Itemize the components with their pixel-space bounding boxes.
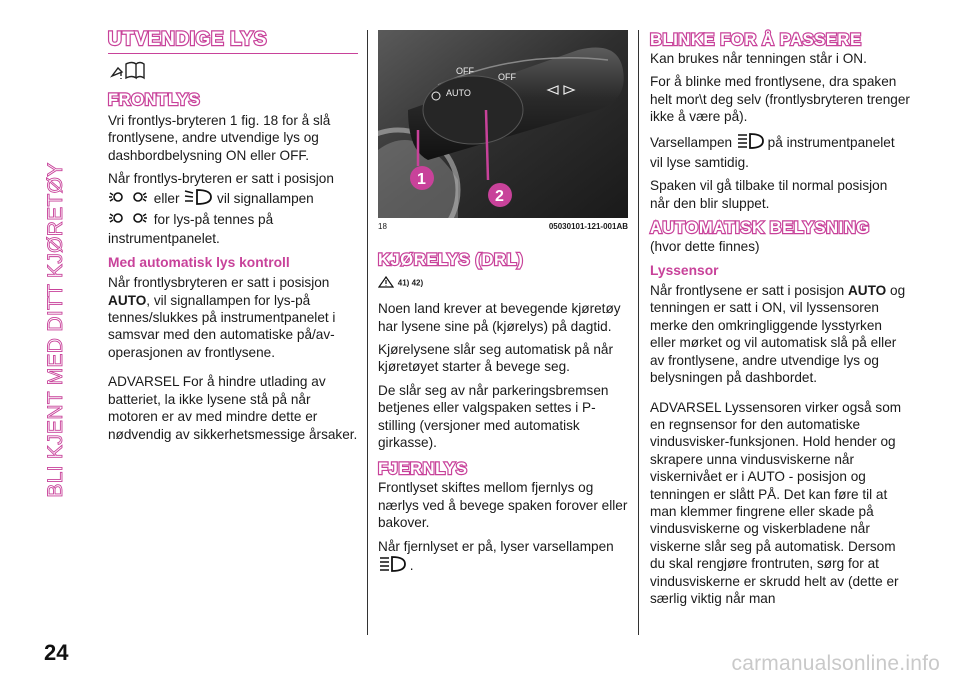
- column-1: [108, 30, 358, 449]
- page-number: 24: [44, 640, 69, 665]
- callout-2: 2: [495, 188, 504, 205]
- warning-paragraph: ADVARSEL Lyssensoren virker også som en regnsensor for den automatiske vindusvisker-funksjonen. Hold hender og skrapere unna vindusviskerne når viskernivået er i AUTO - posisjon og tenningen er slått PÅ. Det kan føre til at man klemmer fingrene eller skade på vindusviskerne og viskerbladene når viskerne slår seg på automatisk. Dersom du skal rengjøre frontruten, sørg for at vindusviskerne er skrudd helt av (dette er særlig viktig når man: [650, 399, 902, 606]
- paragraph: Når frontlysene er satt i posisjon AUTO og tenningen er satt i ON, vil lyssensoren merke den omkringliggende lysstyrken eller mørket og vil automatisk slå på eller av frontlysene, andre utvendige lys og belysningen på dashbordet.: [650, 283, 906, 386]
- paragraph: Spaken vil gå tilbake til normal posisjon når den blir sluppet.: [650, 178, 888, 211]
- paragraph: Frontlyset skiftes mellom fjernlys og nærlys ved å bevege spaken forover eller bakover.: [378, 480, 628, 531]
- watermark: carmanualsonline.info: [731, 652, 940, 675]
- warning-paragraph: ADVARSEL For å hindre utlading av batteriet, la ikke lysene stå på når motoren er av med mindre dette er nødvendig av sikkerhetsmessige årsaker.: [108, 374, 358, 442]
- reference-row: 41) 42): [378, 274, 628, 292]
- heading-automatisk-belysning: AUTOMATISK BELYSNING: [650, 219, 870, 238]
- heading-blinke-for-a-passere: BLINKE FOR Å PASSERE: [650, 31, 862, 49]
- paragraph: (hvor dette finnes): [650, 239, 760, 255]
- label-off-2: OFF: [498, 72, 516, 82]
- column-3: [650, 30, 910, 613]
- heading-lyssensor: Lyssensor: [650, 262, 719, 278]
- heading-drl: KJØRELYS (DRL): [378, 251, 524, 269]
- high-beam-icon: [378, 555, 406, 577]
- heading-auto-light-control: Med automatisk lys kontroll: [108, 254, 290, 270]
- warning-triangle-icon: [378, 275, 394, 292]
- parking-light-icon: [108, 210, 150, 230]
- callout-1: 1: [417, 171, 426, 188]
- label-auto: AUTO: [446, 88, 471, 98]
- heading-fjernlys: FJERNLYS: [378, 460, 468, 479]
- paragraph: Kan brukes når tenningen står i ON.: [650, 51, 867, 66]
- high-beam-icon: [736, 132, 764, 154]
- paragraph: For å blinke med frontlysene, dra spaken helt mor\t deg selv (frontlysbryteren trenger ikke å være på).: [650, 74, 910, 125]
- paragraph: Når fjernlyset er på, lyser varsellampen .: [378, 538, 628, 578]
- paragraph: Varsellampen på instrumentpanelet vil lyse samtidig.: [650, 132, 910, 172]
- paragraph: Når frontlys-bryteren er satt i posisjon eller vil signallampen for lys-på tennes på instrumentpanelet.: [108, 171, 334, 247]
- paragraph: Kjørelysene slår seg automatisk på når kjøretøyet starter å bevege seg.: [378, 341, 613, 375]
- column-2: [378, 30, 628, 583]
- figure-headlight-switch: [378, 30, 628, 218]
- paragraph: De slår seg av når parkeringsbremsen betjenes eller valgspaken settes i P-stilling (versjoner med automatisk girkasse).: [378, 382, 609, 450]
- heading-frontlys: FRONTLYS: [108, 91, 201, 109]
- figure-caption: 18 05030101-121-001AB: [378, 222, 628, 231]
- column-divider: [638, 30, 639, 635]
- column-divider: [367, 30, 368, 635]
- side-chapter-title: BLI KJENT MED DITT KJØRETØY: [44, 162, 67, 498]
- parking-light-icon: [108, 189, 150, 209]
- label-off-1: OFF: [456, 66, 474, 76]
- paragraph: Når frontlysbryteren er satt i posisjon AUTO, vil signallampen for lys-på tennes/slukkes på instrumentpanelet i samsvar med den automatiske på/av-operasjonen av frontlysene.: [108, 275, 336, 360]
- paragraph: Vri frontlys-bryteren 1 fig. 18 for å slå frontlysene, andre utvendige lys og dashbordbelysning ON eller OFF.: [108, 113, 331, 163]
- low-beam-icon: [183, 188, 213, 210]
- book-warning-icon: [108, 58, 358, 84]
- paragraph: Noen land krever at bevegende kjøretøy har lysene sine på (kjørelys) på dagtid.: [378, 301, 621, 334]
- section-title: UTVENDIGE LYS: [108, 30, 358, 54]
